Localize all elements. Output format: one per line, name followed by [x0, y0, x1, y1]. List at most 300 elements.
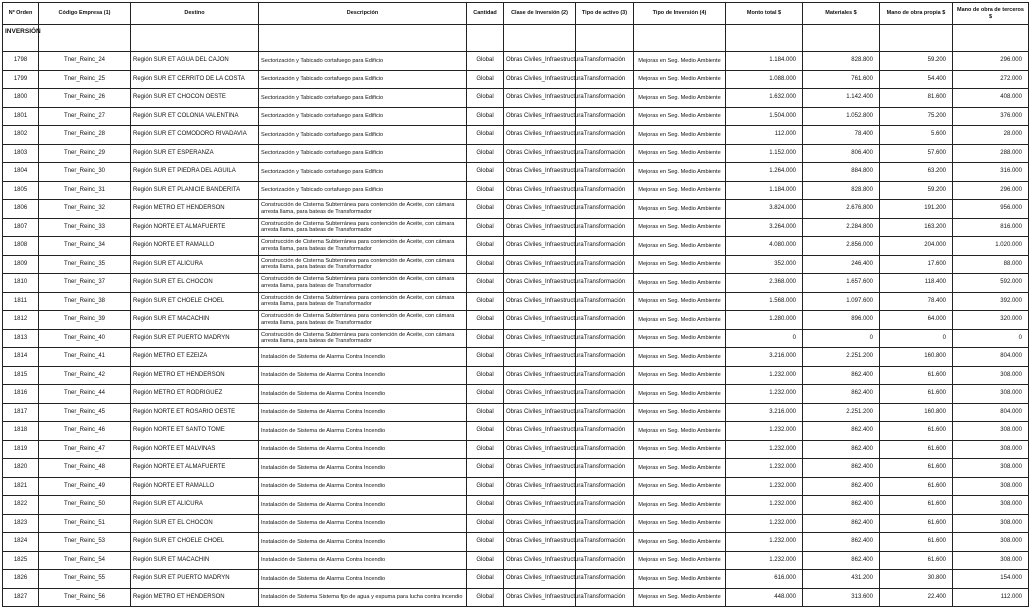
col-header-mano-obra-terceros: Mano de obra de terceros $ — [953, 3, 1029, 25]
cell-destino: Región METRO ET HENDERSON — [131, 366, 259, 385]
cell-clase: Obras Civiles_Infraestructura — [504, 181, 576, 200]
cell-materiales: 2.251.200 — [803, 348, 880, 367]
cell-mano-obra-terceros: 308.000 — [953, 551, 1029, 570]
cell-monto-total: 1.280.000 — [726, 311, 803, 330]
cell-clase: Obras Civiles_Infraestructura — [504, 366, 576, 385]
cell-monto-total: 1.232.000 — [726, 496, 803, 515]
cell-clase: Obras Civiles_Infraestructura — [504, 126, 576, 145]
cell-tipo-inversion: Mejoras en Seg. Medio Ambiente — [634, 551, 726, 570]
table-row — [3, 570, 1029, 589]
cell-clase: Obras Civiles_Infraestructura — [504, 292, 576, 311]
cell-mano-obra-propia: 191.200 — [880, 200, 953, 219]
cell-destino: Región SUR ET EL CHOCON — [131, 274, 259, 293]
cell-orden: 1798 — [3, 52, 39, 71]
cell-codigo: Tner_Reinc_28 — [39, 126, 131, 145]
cell-descripcion: Instalación de Sistema de Alarma Contra Incendio — [259, 366, 467, 385]
cell-codigo: Tner_Reinc_51 — [39, 514, 131, 533]
cell-tipo-activo: Transformación — [576, 107, 634, 126]
cell-monto-total: 448.000 — [726, 588, 803, 607]
cell-orden: 1826 — [3, 570, 39, 589]
cell-monto-total: 2.368.000 — [726, 274, 803, 293]
cell-tipo-inversion: Mejoras en Seg. Medio Ambiente — [634, 329, 726, 348]
cell-monto-total: 112.000 — [726, 126, 803, 145]
cell-codigo: Tner_Reinc_41 — [39, 348, 131, 367]
cell-tipo-activo: Transformación — [576, 533, 634, 552]
cell-codigo: Tner_Reinc_37 — [39, 274, 131, 293]
cell-codigo: Tner_Reinc_38 — [39, 292, 131, 311]
cell-cantidad: Global — [467, 366, 504, 385]
cell-mano-obra-terceros: 1.020.000 — [953, 237, 1029, 256]
cell-mano-obra-terceros: 804.000 — [953, 348, 1029, 367]
cell-codigo: Tner_Reinc_45 — [39, 403, 131, 422]
cell-materiales: 78.400 — [803, 126, 880, 145]
cell-orden: 1809 — [3, 255, 39, 274]
cell-mano-obra-terceros: 804.000 — [953, 403, 1029, 422]
table-row — [3, 329, 1029, 348]
cell-monto-total: 3.824.000 — [726, 200, 803, 219]
cell-orden: 1811 — [3, 292, 39, 311]
cell-tipo-inversion: Mejoras en Seg. Medio Ambiente — [634, 237, 726, 256]
col-header-tipo-activo: Tipo de activo (3) — [576, 3, 634, 25]
cell-tipo-activo: Transformación — [576, 329, 634, 348]
cell-descripcion: Instalación de Sistema de Alarma Contra Incendio — [259, 570, 467, 589]
cell-descripcion: Construcción de Cisterna Subterránea para contención de Aceite, con cámara arresta llama, para bateas de Transformador — [259, 329, 467, 348]
cell-materiales: 2.251.200 — [803, 403, 880, 422]
cell-destino: Región NORTE ET ROSARIO OESTE — [131, 403, 259, 422]
table-row — [3, 52, 1029, 71]
cell-mano-obra-terceros: 308.000 — [953, 496, 1029, 515]
cell-tipo-activo: Transformación — [576, 255, 634, 274]
cell-clase: Obras Civiles_Infraestructura — [504, 163, 576, 182]
cell-cantidad: Global — [467, 422, 504, 441]
cell-mano-obra-propia: 61.600 — [880, 385, 953, 404]
cell-orden: 1804 — [3, 163, 39, 182]
cell-codigo: Tner_Reinc_34 — [39, 237, 131, 256]
cell-clase: Obras Civiles_Infraestructura — [504, 514, 576, 533]
cell-monto-total: 3.264.000 — [726, 218, 803, 237]
cell-descripcion: Construcción de Cisterna Subterránea para contención de Aceite, con cámara arresta llama, para bateas de Transformador — [259, 237, 467, 256]
cell-mano-obra-terceros: 308.000 — [953, 385, 1029, 404]
cell-mano-obra-propia: 78.400 — [880, 292, 953, 311]
cell-codigo: Tner_Reinc_29 — [39, 144, 131, 163]
cell-tipo-inversion: Mejoras en Seg. Medio Ambiente — [634, 533, 726, 552]
cell-monto-total: 0 — [726, 329, 803, 348]
cell-cantidad: Global — [467, 570, 504, 589]
cell-mano-obra-propia: 61.600 — [880, 422, 953, 441]
cell-clase: Obras Civiles_Infraestructura — [504, 311, 576, 330]
cell-destino: Región SUR ET ESPERANZA — [131, 144, 259, 163]
cell-descripcion: Instalación de Sistema de Alarma Contra Incendio — [259, 533, 467, 552]
col-header-descripcion: Descripción — [259, 3, 467, 25]
table-row — [3, 107, 1029, 126]
cell-destino: Región SUR ET PUERTO MADRYN — [131, 329, 259, 348]
cell-descripcion: Sectorización y Tabicado cortafuego para Edificio — [259, 144, 467, 163]
cell-monto-total: 1.232.000 — [726, 477, 803, 496]
cell-clase: Obras Civiles_Infraestructura — [504, 440, 576, 459]
table-row — [3, 144, 1029, 163]
cell-mano-obra-terceros: 408.000 — [953, 89, 1029, 108]
cell-monto-total: 1.504.000 — [726, 107, 803, 126]
cell-mano-obra-propia: 163.200 — [880, 218, 953, 237]
cell-monto-total: 1.232.000 — [726, 366, 803, 385]
cell-destino: Región SUR ET CHOELE CHOEL — [131, 292, 259, 311]
cell-codigo: Tner_Reinc_27 — [39, 107, 131, 126]
cell-descripcion: Sectorización y Tabicado cortafuego para Edificio — [259, 70, 467, 89]
cell-monto-total: 4.080.000 — [726, 237, 803, 256]
cell-mano-obra-propia: 61.600 — [880, 514, 953, 533]
cell-codigo: Tner_Reinc_40 — [39, 329, 131, 348]
cell-destino: Región SUR ET AGUA DEL CAJON — [131, 52, 259, 71]
cell-cantidad: Global — [467, 496, 504, 515]
cell-orden: 1820 — [3, 459, 39, 478]
table-row — [3, 126, 1029, 145]
table-row — [3, 533, 1029, 552]
cell-mano-obra-propia: 57.600 — [880, 144, 953, 163]
cell-tipo-inversion: Mejoras en Seg. Medio Ambiente — [634, 200, 726, 219]
cell-monto-total: 3.216.000 — [726, 348, 803, 367]
cell-descripcion: Instalación de Sistema de Alarma Contra Incendio — [259, 348, 467, 367]
table-row — [3, 237, 1029, 256]
cell-orden: 1806 — [3, 200, 39, 219]
col-header-materiales: Materiales $ — [803, 3, 880, 25]
cell-descripcion: Construcción de Cisterna Subterránea para contención de Aceite, con cámara arresta llama, para bateas de Transformador — [259, 218, 467, 237]
cell-destino: Región METRO ET EZEIZA — [131, 348, 259, 367]
cell-orden: 1810 — [3, 274, 39, 293]
table-row — [3, 163, 1029, 182]
table-row — [3, 477, 1029, 496]
cell-mano-obra-terceros: 308.000 — [953, 533, 1029, 552]
cell-tipo-activo: Transformación — [576, 89, 634, 108]
cell-tipo-inversion: Mejoras en Seg. Medio Ambiente — [634, 144, 726, 163]
table-row — [3, 551, 1029, 570]
cell-mano-obra-propia: 63.200 — [880, 163, 953, 182]
cell-clase: Obras Civiles_Infraestructura — [504, 496, 576, 515]
cell-codigo: Tner_Reinc_24 — [39, 52, 131, 71]
cell-descripcion: Sectorización y Tabicado cortafuego para Edificio — [259, 163, 467, 182]
cell-codigo: Tner_Reinc_33 — [39, 218, 131, 237]
cell-mano-obra-terceros: 308.000 — [953, 514, 1029, 533]
cell-destino: Región NORTE ET MALVINAS — [131, 440, 259, 459]
cell-clase: Obras Civiles_Infraestructura — [504, 200, 576, 219]
cell-mano-obra-terceros: 28.000 — [953, 126, 1029, 145]
cell-destino: Región METRO ET RODRIGUEZ — [131, 385, 259, 404]
cell-clase: Obras Civiles_Infraestructura — [504, 551, 576, 570]
cell-cantidad: Global — [467, 329, 504, 348]
cell-mano-obra-propia: 204.000 — [880, 237, 953, 256]
col-header-cantidad: Cantidad — [467, 3, 504, 25]
cell-mano-obra-propia: 54.400 — [880, 70, 953, 89]
cell-tipo-inversion: Mejoras en Seg. Medio Ambiente — [634, 385, 726, 404]
col-header-mano-obra-propia: Mano de obra propia $ — [880, 3, 953, 25]
cell-destino: Región SUR ET ALICURA — [131, 496, 259, 515]
cell-clase: Obras Civiles_Infraestructura — [504, 237, 576, 256]
cell-descripcion: Instalación de Sistema de Alarma Contra Incendio — [259, 403, 467, 422]
cell-mano-obra-terceros: 288.000 — [953, 144, 1029, 163]
cell-destino: Región SUR ET PLANICIE BANDERITA — [131, 181, 259, 200]
cell-monto-total: 1.632.000 — [726, 89, 803, 108]
cell-mano-obra-terceros: 816.000 — [953, 218, 1029, 237]
cell-mano-obra-terceros: 316.000 — [953, 163, 1029, 182]
cell-cantidad: Global — [467, 551, 504, 570]
cell-monto-total: 1.568.000 — [726, 292, 803, 311]
cell-tipo-activo: Transformación — [576, 200, 634, 219]
cell-mano-obra-terceros: 272.000 — [953, 70, 1029, 89]
table-row — [3, 181, 1029, 200]
cell-materiales: 313.600 — [803, 588, 880, 607]
cell-cantidad: Global — [467, 533, 504, 552]
table-row — [3, 274, 1029, 293]
col-header-orden: Nº Orden — [3, 3, 39, 25]
cell-orden: 1816 — [3, 385, 39, 404]
cell-codigo: Tner_Reinc_54 — [39, 551, 131, 570]
section-header-row — [3, 25, 1029, 52]
cell-descripcion: Sectorización y Tabicado cortafuego para Edificio — [259, 181, 467, 200]
cell-materiales: 896.000 — [803, 311, 880, 330]
cell-materiales: 761.600 — [803, 70, 880, 89]
cell-tipo-inversion: Mejoras en Seg. Medio Ambiente — [634, 292, 726, 311]
cell-cantidad: Global — [467, 348, 504, 367]
cell-mano-obra-propia: 61.600 — [880, 366, 953, 385]
cell-clase: Obras Civiles_Infraestructura — [504, 588, 576, 607]
cell-descripcion: Instalación de Sistema Sistema fijo de agua y espuma para lucha contra incendio — [259, 588, 467, 607]
cell-mano-obra-propia: 75.200 — [880, 107, 953, 126]
cell-cantidad: Global — [467, 181, 504, 200]
cell-clase: Obras Civiles_Infraestructura — [504, 274, 576, 293]
cell-materiales: 862.400 — [803, 385, 880, 404]
cell-tipo-activo: Transformación — [576, 551, 634, 570]
cell-clase: Obras Civiles_Infraestructura — [504, 533, 576, 552]
cell-clase: Obras Civiles_Infraestructura — [504, 403, 576, 422]
cell-materiales: 2.856.000 — [803, 237, 880, 256]
cell-cantidad: Global — [467, 107, 504, 126]
cell-monto-total: 1.184.000 — [726, 52, 803, 71]
cell-orden: 1814 — [3, 348, 39, 367]
cell-clase: Obras Civiles_Infraestructura — [504, 89, 576, 108]
table-row — [3, 588, 1029, 607]
cell-descripcion: Construcción de Cisterna Subterránea para contención de Aceite, con cámara arresta llama, para bateas de Transformador — [259, 311, 467, 330]
cell-cantidad: Global — [467, 163, 504, 182]
col-header-monto-total: Monto total $ — [726, 3, 803, 25]
table-row — [3, 459, 1029, 478]
cell-tipo-inversion: Mejoras en Seg. Medio Ambiente — [634, 126, 726, 145]
cell-orden: 1813 — [3, 329, 39, 348]
cell-monto-total: 1.232.000 — [726, 440, 803, 459]
cell-orden: 1818 — [3, 422, 39, 441]
spreadsheet — [2, 2, 1028, 607]
cell-orden: 1817 — [3, 403, 39, 422]
cell-mano-obra-propia: 5.600 — [880, 126, 953, 145]
cell-monto-total: 1.184.000 — [726, 181, 803, 200]
cell-tipo-inversion: Mejoras en Seg. Medio Ambiente — [634, 588, 726, 607]
cell-orden: 1821 — [3, 477, 39, 496]
cell-monto-total: 616.000 — [726, 570, 803, 589]
cell-orden: 1801 — [3, 107, 39, 126]
cell-descripcion: Construcción de Cisterna Subterránea para contención de Aceite, con cámara arresta llama, para bateas de Transformador — [259, 274, 467, 293]
cell-clase: Obras Civiles_Infraestructura — [504, 70, 576, 89]
table-row — [3, 70, 1029, 89]
cell-codigo: Tner_Reinc_35 — [39, 255, 131, 274]
table-row — [3, 440, 1029, 459]
cell-tipo-inversion: Mejoras en Seg. Medio Ambiente — [634, 52, 726, 71]
cell-codigo: Tner_Reinc_39 — [39, 311, 131, 330]
cell-tipo-inversion: Mejoras en Seg. Medio Ambiente — [634, 514, 726, 533]
cell-mano-obra-terceros: 296.000 — [953, 181, 1029, 200]
cell-clase: Obras Civiles_Infraestructura — [504, 218, 576, 237]
cell-mano-obra-terceros: 592.000 — [953, 274, 1029, 293]
cell-materiales: 431.200 — [803, 570, 880, 589]
cell-tipo-activo: Transformación — [576, 422, 634, 441]
cell-tipo-activo: Transformación — [576, 218, 634, 237]
cell-tipo-activo: Transformación — [576, 70, 634, 89]
cell-orden: 1822 — [3, 496, 39, 515]
investment-table — [2, 2, 1029, 607]
cell-mano-obra-propia: 61.600 — [880, 551, 953, 570]
cell-descripcion: Sectorización y Tabicado cortafuego para Edificio — [259, 126, 467, 145]
cell-destino: Región SUR ET CHOELE CHOEL — [131, 533, 259, 552]
cell-codigo: Tner_Reinc_49 — [39, 477, 131, 496]
cell-monto-total: 1.152.000 — [726, 144, 803, 163]
cell-descripcion: Construcción de Cisterna Subterránea para contención de Aceite, con cámara arresta llama, para bateas de Transformador — [259, 292, 467, 311]
cell-cantidad: Global — [467, 52, 504, 71]
cell-orden: 1799 — [3, 70, 39, 89]
table-row — [3, 311, 1029, 330]
cell-orden: 1807 — [3, 218, 39, 237]
table-row — [3, 200, 1029, 219]
cell-clase: Obras Civiles_Infraestructura — [504, 107, 576, 126]
cell-cantidad: Global — [467, 385, 504, 404]
cell-descripcion: Instalación de Sistema de Alarma Contra Incendio — [259, 496, 467, 515]
table-row — [3, 366, 1029, 385]
cell-clase: Obras Civiles_Infraestructura — [504, 385, 576, 404]
cell-monto-total: 352.000 — [726, 255, 803, 274]
cell-mano-obra-terceros: 320.000 — [953, 311, 1029, 330]
cell-tipo-inversion: Mejoras en Seg. Medio Ambiente — [634, 218, 726, 237]
cell-cantidad: Global — [467, 311, 504, 330]
cell-mano-obra-propia: 0 — [880, 329, 953, 348]
col-header-clase: Clase de Inversión (2) — [504, 3, 576, 25]
cell-destino: Región NORTE ET ALMAFUERTE — [131, 459, 259, 478]
cell-mano-obra-terceros: 376.000 — [953, 107, 1029, 126]
table-row — [3, 348, 1029, 367]
cell-materiales: 862.400 — [803, 440, 880, 459]
cell-destino: Región NORTE ET SANTO TOME — [131, 422, 259, 441]
cell-descripcion: Instalación de Sistema de Alarma Contra Incendio — [259, 551, 467, 570]
cell-mano-obra-terceros: 296.000 — [953, 52, 1029, 71]
cell-mano-obra-terceros: 0 — [953, 329, 1029, 348]
cell-materiales: 862.400 — [803, 551, 880, 570]
cell-mano-obra-terceros: 88.000 — [953, 255, 1029, 274]
cell-mano-obra-propia: 118.400 — [880, 274, 953, 293]
cell-tipo-inversion: Mejoras en Seg. Medio Ambiente — [634, 348, 726, 367]
cell-mano-obra-propia: 160.800 — [880, 348, 953, 367]
cell-tipo-activo: Transformación — [576, 144, 634, 163]
cell-tipo-inversion: Mejoras en Seg. Medio Ambiente — [634, 459, 726, 478]
cell-descripcion: Sectorización y Tabicado cortafuego para Edificio — [259, 89, 467, 108]
cell-destino: Región SUR ET COMODORO RIVADAVIA — [131, 126, 259, 145]
table-row — [3, 218, 1029, 237]
table-row — [3, 514, 1029, 533]
cell-cantidad: Global — [467, 477, 504, 496]
cell-mano-obra-propia: 64.000 — [880, 311, 953, 330]
cell-codigo: Tner_Reinc_31 — [39, 181, 131, 200]
cell-orden: 1800 — [3, 89, 39, 108]
cell-cantidad: Global — [467, 144, 504, 163]
cell-codigo: Tner_Reinc_44 — [39, 385, 131, 404]
cell-tipo-inversion: Mejoras en Seg. Medio Ambiente — [634, 403, 726, 422]
table-row — [3, 385, 1029, 404]
cell-tipo-activo: Transformación — [576, 496, 634, 515]
cell-materiales: 862.400 — [803, 496, 880, 515]
cell-mano-obra-terceros: 308.000 — [953, 366, 1029, 385]
cell-codigo: Tner_Reinc_42 — [39, 366, 131, 385]
cell-descripcion: Instalación de Sistema de Alarma Contra Incendio — [259, 514, 467, 533]
cell-tipo-inversion: Mejoras en Seg. Medio Ambiente — [634, 107, 726, 126]
cell-tipo-inversion: Mejoras en Seg. Medio Ambiente — [634, 440, 726, 459]
cell-codigo: Tner_Reinc_47 — [39, 440, 131, 459]
cell-cantidad: Global — [467, 403, 504, 422]
cell-cantidad: Global — [467, 70, 504, 89]
cell-orden: 1803 — [3, 144, 39, 163]
cell-destino: Región NORTE ET RAMALLO — [131, 477, 259, 496]
cell-tipo-activo: Transformación — [576, 588, 634, 607]
cell-destino: Región NORTE ET RAMALLO — [131, 237, 259, 256]
cell-cantidad: Global — [467, 440, 504, 459]
cell-monto-total: 3.216.000 — [726, 403, 803, 422]
col-header-tipo-inversion: Tipo de Inversión (4) — [634, 3, 726, 25]
section-label: INVERSIÓN — [3, 25, 39, 52]
cell-destino: Región SUR ET ALICURA — [131, 255, 259, 274]
cell-materiales: 862.400 — [803, 459, 880, 478]
cell-orden: 1808 — [3, 237, 39, 256]
cell-mano-obra-propia: 160.800 — [880, 403, 953, 422]
cell-orden: 1812 — [3, 311, 39, 330]
cell-cantidad: Global — [467, 514, 504, 533]
cell-destino: Región METRO ET HENDERSON — [131, 200, 259, 219]
cell-tipo-inversion: Mejoras en Seg. Medio Ambiente — [634, 570, 726, 589]
cell-materiales: 862.400 — [803, 514, 880, 533]
cell-materiales: 1.097.600 — [803, 292, 880, 311]
cell-orden: 1805 — [3, 181, 39, 200]
cell-destino: Región SUR ET CHOCON OESTE — [131, 89, 259, 108]
cell-orden: 1827 — [3, 588, 39, 607]
cell-tipo-activo: Transformación — [576, 348, 634, 367]
cell-cantidad: Global — [467, 274, 504, 293]
cell-mano-obra-propia: 59.200 — [880, 52, 953, 71]
cell-materiales: 2.676.800 — [803, 200, 880, 219]
cell-mano-obra-propia: 30.800 — [880, 570, 953, 589]
cell-codigo: Tner_Reinc_25 — [39, 70, 131, 89]
cell-destino: Región SUR ET MACACHIN — [131, 311, 259, 330]
cell-monto-total: 1.088.000 — [726, 70, 803, 89]
cell-descripcion: Instalación de Sistema de Alarma Contra Incendio — [259, 440, 467, 459]
cell-mano-obra-terceros: 956.000 — [953, 200, 1029, 219]
cell-mano-obra-terceros: 308.000 — [953, 459, 1029, 478]
cell-codigo: Tner_Reinc_56 — [39, 588, 131, 607]
cell-descripcion: Instalación de Sistema de Alarma Contra Incendio — [259, 459, 467, 478]
cell-mano-obra-propia: 61.600 — [880, 533, 953, 552]
cell-tipo-activo: Transformación — [576, 403, 634, 422]
cell-tipo-activo: Transformación — [576, 126, 634, 145]
cell-clase: Obras Civiles_Infraestructura — [504, 422, 576, 441]
cell-mano-obra-terceros: 154.000 — [953, 570, 1029, 589]
cell-tipo-activo: Transformación — [576, 459, 634, 478]
cell-materiales: 246.400 — [803, 255, 880, 274]
cell-clase: Obras Civiles_Infraestructura — [504, 52, 576, 71]
cell-cantidad: Global — [467, 588, 504, 607]
cell-materiales: 1.052.800 — [803, 107, 880, 126]
table-row — [3, 403, 1029, 422]
cell-monto-total: 1.232.000 — [726, 385, 803, 404]
